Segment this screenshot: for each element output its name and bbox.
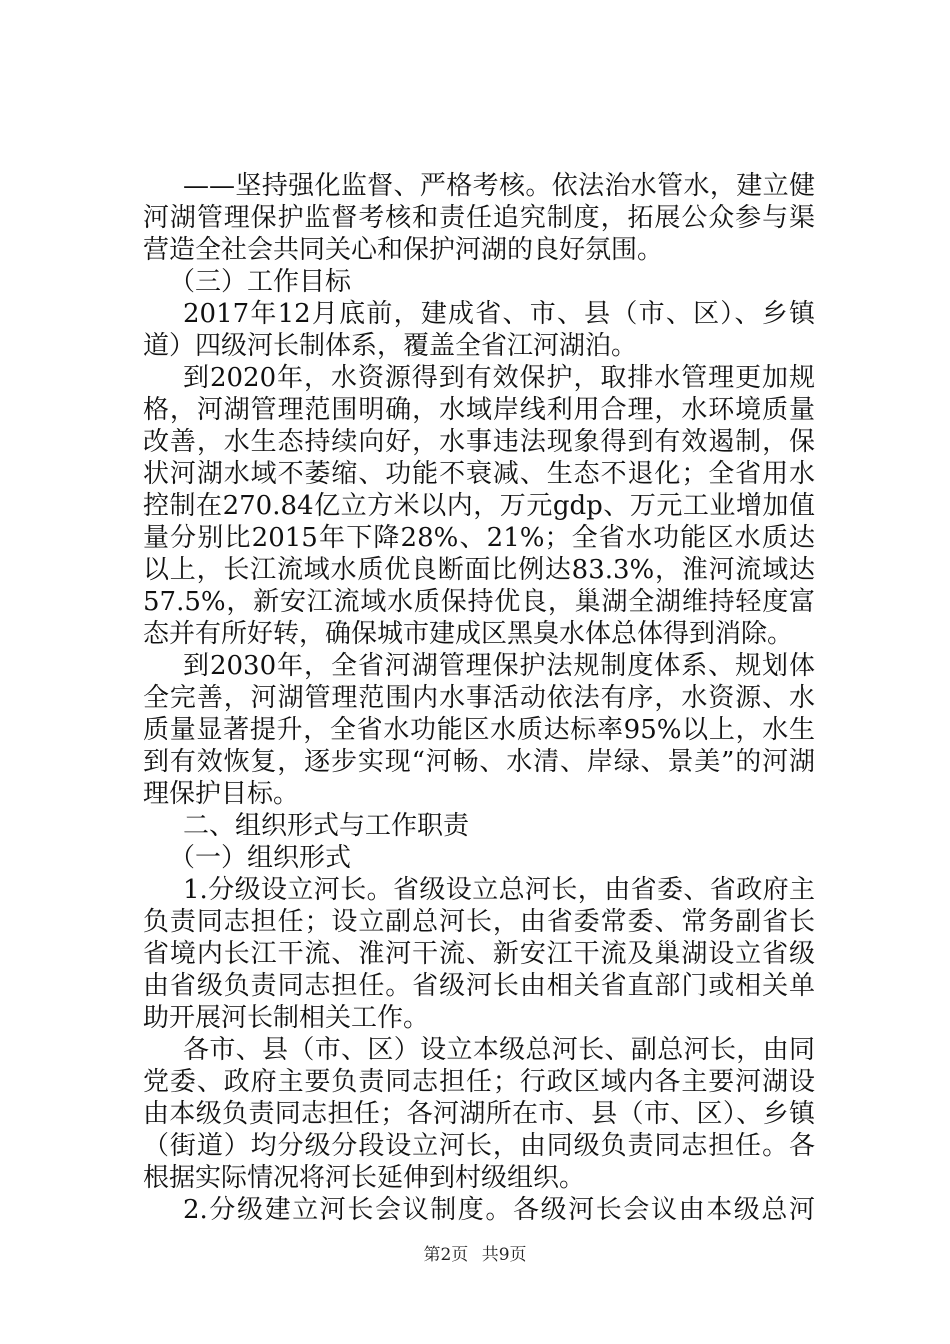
paragraph-line: 质量显著提升，全省水功能区水质达标率95%以上，水生	[143, 715, 815, 745]
paragraph-line: 党委、政府主要负责同志担任；行政区域内各主要河湖设	[143, 1067, 815, 1097]
paragraph-line: 格，河湖管理范围明确，水域岸线利用合理，水环境质量	[143, 395, 815, 425]
paragraph-line: ——坚持强化监督、严格考核。依法治水管水，建立健	[183, 171, 815, 201]
page-number: 第2页	[423, 1245, 469, 1265]
document-body	[143, 170, 815, 1226]
paragraph-line: 57.5%，新安江流域水质保持优良，巢湖全湖维持轻度富	[143, 587, 815, 617]
paragraph-line: 2017年12月底前，建成省、市、县（市、区）、乡镇	[183, 299, 815, 329]
paragraph-line: 到2020年，水资源得到有效保护，取排水管理更加规	[183, 363, 815, 393]
paragraph-line: 到2030年，全省河湖管理保护法规制度体系、规划体	[183, 651, 815, 681]
paragraph-line: 态并有所好转，确保城市建成区黑臭水体总体得到消除。	[143, 619, 794, 649]
paragraph-line: 到有效恢复，逐步实现“河畅、水清、岸绿、景美”的河湖	[143, 747, 815, 777]
paragraph-line: 全完善，河湖管理范围内水事活动依法有序，水资源、水	[143, 683, 815, 713]
page-total: 共9页	[481, 1245, 527, 1265]
paragraph-line: 助开展河长制相关工作。	[143, 1003, 430, 1033]
paragraph-line: 由省级负责同志担任。省级河长由相关省直部门或相关单	[143, 971, 815, 1001]
page-footer	[0, 1243, 950, 1267]
paragraph-line: 省境内长江干流、淮河干流、新安江干流及巢湖设立省级	[143, 939, 815, 969]
paragraph-line: 2.分级建立河长会议制度。各级河长会议由本级总河	[183, 1195, 815, 1225]
paragraph-line: 负责同志担任；设立副总河长，由省委常委、常务副省长	[143, 907, 815, 937]
paragraph-line: 根据实际情况将河长延伸到村级组织。	[143, 1163, 586, 1193]
paragraph-line: （街道）均分级分段设立河长，由同级负责同志担任。各	[143, 1131, 815, 1161]
paragraph-line: 河湖管理保护监督考核和责任追究制度，拓展公众参与渠	[143, 203, 815, 233]
paragraph-line: 营造全社会共同关心和保护河湖的良好氛围。	[143, 235, 664, 265]
paragraph-line: 量分别比2015年下降28%、21%；全省水功能区水质达	[143, 523, 815, 553]
section-heading: （一）组织形式	[169, 843, 352, 873]
paragraph-line: 理保护目标。	[143, 779, 300, 809]
section-heading: 二、组织形式与工作职责	[183, 811, 470, 841]
paragraph-line: 1.分级设立河长。省级设立总河长，由省委、省政府主	[183, 875, 815, 905]
section-heading: （三）工作目标	[169, 267, 352, 297]
paragraph-line: 状河湖水域不萎缩、功能不衰减、生态不退化；全省用水	[143, 459, 815, 489]
paragraph-line: 道）四级河长制体系，覆盖全省江河湖泊。	[143, 331, 638, 361]
paragraph-line: 控制在270.84亿立方米以内，万元gdp、万元工业增加值	[143, 491, 815, 521]
paragraph-line: 以上，长江流域水质优良断面比例达83.3%，淮河流域达	[143, 555, 815, 585]
paragraph-line: 各市、县（市、区）设立本级总河长、副总河长，由同	[183, 1035, 815, 1065]
paragraph-line: 改善，水生态持续向好，水事违法现象得到有效遏制，保	[143, 427, 815, 457]
paragraph-line: 由本级负责同志担任；各河湖所在市、县（市、区）、乡镇	[143, 1099, 815, 1129]
